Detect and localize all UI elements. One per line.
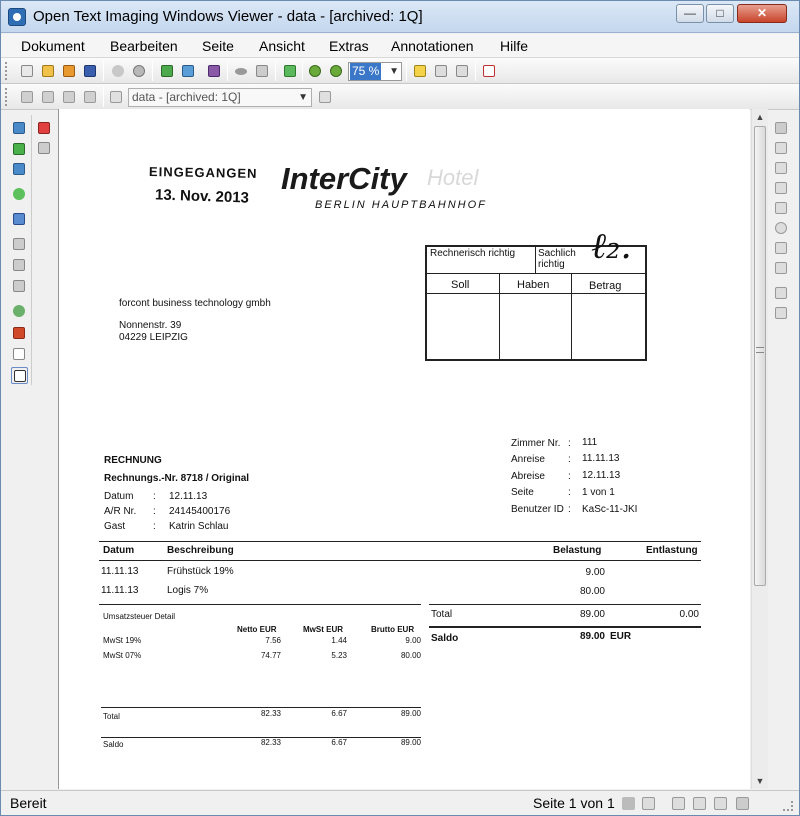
info-icon[interactable] bbox=[36, 140, 53, 157]
lock2-icon bbox=[736, 797, 749, 810]
table-rule bbox=[429, 626, 701, 628]
notes-icon bbox=[693, 797, 706, 810]
menu-extras[interactable]: Extras bbox=[329, 38, 369, 54]
tax-saldo-brutto: 89.00 bbox=[400, 738, 421, 747]
thumbnail-icon[interactable] bbox=[11, 120, 28, 137]
recipient-company: forcont business technology gmbh bbox=[119, 298, 271, 309]
colon: : bbox=[568, 454, 571, 465]
toolbar-separator bbox=[406, 61, 407, 81]
ellipse-icon[interactable] bbox=[773, 220, 790, 237]
toolbar-separator bbox=[475, 61, 476, 81]
stamp-sachlich: Sachlich richtig bbox=[538, 248, 576, 270]
menu-bar bbox=[1, 34, 799, 58]
col-belastung: Belastung bbox=[553, 545, 602, 556]
saldo-label: Saldo bbox=[431, 633, 459, 644]
annotation-toolbar bbox=[768, 115, 796, 325]
export-icon[interactable] bbox=[281, 62, 299, 80]
navigation-toolbar bbox=[1, 84, 799, 110]
tax-row-brutto: 80.00 bbox=[400, 651, 421, 660]
scroll-down-icon[interactable]: ▼ bbox=[755, 776, 765, 786]
vertical-scrollbar[interactable] bbox=[751, 109, 768, 789]
departure-value: 12.11.13 bbox=[582, 470, 621, 481]
paste-icon[interactable] bbox=[453, 62, 471, 80]
status-text: Bereit bbox=[10, 795, 47, 811]
stamp-divider bbox=[535, 247, 536, 273]
tax-title: Umsatzsteuer Detail bbox=[103, 612, 176, 621]
pages-icon bbox=[714, 797, 727, 810]
tax-total-netto: 82.33 bbox=[260, 709, 281, 718]
note-icon[interactable] bbox=[773, 120, 790, 137]
col-beschreibung: Beschreibung bbox=[167, 545, 234, 556]
hand-icon[interactable] bbox=[109, 62, 127, 80]
zoom-select[interactable] bbox=[348, 62, 402, 81]
annotation-icon[interactable] bbox=[36, 120, 53, 137]
item-amount: 9.00 bbox=[585, 567, 605, 578]
hotel-logo-suffix: Hotel bbox=[427, 165, 479, 190]
table-rule bbox=[99, 560, 701, 561]
properties-icon[interactable] bbox=[316, 88, 334, 106]
tax-row-label: MwSt 07% bbox=[103, 651, 142, 660]
stamp-betrag: Betrag bbox=[589, 280, 622, 292]
new-document-icon[interactable] bbox=[18, 62, 36, 80]
tax-saldo-label: Saldo bbox=[103, 740, 124, 749]
table-rule bbox=[99, 541, 701, 542]
item-desc: Logis 7% bbox=[167, 585, 209, 596]
app-icon bbox=[8, 8, 26, 26]
line-icon[interactable] bbox=[773, 180, 790, 197]
col-datum: Datum bbox=[103, 545, 135, 556]
item-desc: Frühstück 19% bbox=[167, 566, 234, 577]
rotate-icon[interactable] bbox=[11, 186, 28, 203]
page-value: 1 von 1 bbox=[582, 487, 615, 498]
pages-icon[interactable] bbox=[253, 62, 271, 80]
colon: : bbox=[153, 491, 156, 502]
user-id-value: KaSc-11-JKI bbox=[582, 504, 638, 515]
page-indicator: Seite 1 von 1 bbox=[533, 795, 615, 811]
approval-stamp bbox=[425, 226, 647, 361]
date-label: Datum bbox=[104, 491, 134, 502]
chevron-down-icon[interactable]: ▼ bbox=[298, 92, 308, 103]
arrow-icon[interactable] bbox=[773, 160, 790, 177]
resize-grip-icon[interactable] bbox=[783, 801, 793, 811]
recipient-street: Nonnenstr. 39 bbox=[119, 320, 182, 331]
zoom-out-icon[interactable] bbox=[327, 62, 345, 80]
scrollbar-thumb[interactable] bbox=[754, 126, 766, 586]
rect-icon[interactable] bbox=[773, 200, 790, 217]
text3-icon[interactable] bbox=[11, 278, 28, 295]
arrival-value: 11.11.13 bbox=[582, 453, 620, 464]
total-belastung: 89.00 bbox=[579, 609, 605, 620]
tax-col-mwst: MwSt EUR bbox=[303, 625, 343, 634]
ocr-icon[interactable] bbox=[11, 367, 28, 384]
page-label: Seite bbox=[511, 487, 534, 498]
toolbar-grip[interactable] bbox=[5, 88, 9, 106]
saldo-value: 89.00 bbox=[579, 631, 605, 642]
document-page bbox=[59, 109, 750, 789]
signature: ℓ₂. bbox=[591, 226, 632, 267]
tax-row-label: MwSt 19% bbox=[103, 636, 142, 645]
maximize-button[interactable]: □ bbox=[706, 4, 734, 23]
scan-icon[interactable] bbox=[158, 62, 176, 80]
toolbar-separator bbox=[152, 61, 153, 81]
stamp-rechnerisch: Rechnerisch richtig bbox=[430, 248, 516, 259]
received-stamp: EINGEGANGEN bbox=[148, 164, 258, 181]
text2-icon[interactable] bbox=[11, 257, 28, 274]
total-entlastung: 0.00 bbox=[679, 609, 699, 620]
attach-icon[interactable] bbox=[773, 305, 790, 322]
stamp-divider bbox=[427, 273, 645, 274]
title-bar[interactable] bbox=[1, 1, 799, 33]
left-toolbar-2 bbox=[33, 115, 57, 165]
ar-value: 24145400176 bbox=[169, 506, 231, 517]
date-value: 12.11.13 bbox=[169, 491, 208, 502]
departure-label: Abreise bbox=[511, 471, 545, 482]
tax-col-brutto: Brutto EUR bbox=[371, 625, 415, 634]
item-amount: 80.00 bbox=[579, 586, 605, 597]
table-rule bbox=[101, 707, 421, 708]
item-date: 11.11.13 bbox=[101, 566, 139, 577]
toolbar-separator bbox=[302, 61, 303, 81]
room-value: 111 bbox=[582, 437, 598, 448]
pen-icon[interactable] bbox=[773, 260, 790, 277]
table-rule bbox=[429, 604, 701, 605]
toolbar-separator bbox=[227, 61, 228, 81]
left-toolbar bbox=[8, 115, 32, 385]
close-button[interactable]: ✕ bbox=[737, 4, 787, 23]
stamp-divider bbox=[571, 273, 572, 361]
received-date: 13. Nov. 2013 bbox=[154, 186, 250, 207]
menu-dokument[interactable]: Dokument bbox=[21, 38, 85, 54]
colon: : bbox=[153, 521, 156, 532]
saldo-currency: EUR bbox=[610, 631, 632, 642]
invoice-number: Rechnungs.-Nr. 8718 / Original bbox=[104, 473, 250, 484]
zoom-in-icon[interactable] bbox=[306, 62, 324, 80]
menu-seite[interactable]: Seite bbox=[202, 38, 234, 54]
tax-row-netto: 7.56 bbox=[265, 636, 281, 645]
total-label: Total bbox=[431, 609, 453, 620]
stamp-divider bbox=[427, 293, 645, 294]
document-select[interactable] bbox=[128, 88, 312, 107]
user-icon bbox=[622, 797, 635, 810]
tax-col-netto: Netto EUR bbox=[237, 625, 277, 634]
colon: : bbox=[153, 506, 156, 517]
window-title: Open Text Imaging Windows Viewer - data - [archived: 1Q] bbox=[33, 8, 423, 25]
pages-icon[interactable] bbox=[11, 211, 28, 228]
eye-icon[interactable] bbox=[232, 62, 250, 80]
next-page-icon[interactable] bbox=[60, 88, 78, 106]
toolbar-grip[interactable] bbox=[5, 62, 9, 80]
status-bar bbox=[1, 790, 799, 815]
ar-label: A/R Nr. bbox=[104, 506, 137, 517]
tax-total-brutto: 89.00 bbox=[400, 709, 421, 718]
item-date: 11.11.13 bbox=[101, 585, 139, 596]
scrollbar-grip bbox=[756, 347, 764, 353]
scroll-up-icon[interactable]: ▲ bbox=[755, 112, 765, 122]
document-view[interactable] bbox=[58, 109, 750, 789]
tax-saldo-mwst: 6.67 bbox=[331, 738, 347, 747]
lock-icon bbox=[642, 797, 655, 810]
stamp-divider bbox=[499, 273, 500, 361]
open-folder-icon[interactable] bbox=[39, 62, 57, 80]
arrival-label: Anreise bbox=[511, 454, 545, 465]
invoice-title: RECHNUNG bbox=[104, 455, 162, 466]
minimize-button[interactable]: — bbox=[676, 4, 704, 23]
print-icon[interactable] bbox=[205, 62, 223, 80]
select-icon[interactable] bbox=[11, 346, 28, 363]
tax-row-mwst: 1.44 bbox=[331, 636, 347, 645]
text-icon[interactable] bbox=[11, 236, 28, 253]
toolbar-separator bbox=[103, 61, 104, 81]
stop-icon[interactable] bbox=[130, 62, 148, 80]
room-label: Zimmer Nr. bbox=[511, 438, 561, 449]
user-id-label: Benutzer ID bbox=[511, 504, 564, 515]
last-page-icon[interactable] bbox=[81, 88, 99, 106]
image-icon[interactable] bbox=[11, 161, 28, 178]
clear-icon[interactable] bbox=[179, 62, 197, 80]
chevron-down-icon[interactable]: ▼ bbox=[389, 66, 399, 77]
first-page-icon[interactable] bbox=[18, 88, 36, 106]
doc-icon bbox=[672, 797, 685, 810]
open-archive-icon[interactable] bbox=[60, 62, 78, 80]
stamp-icon[interactable] bbox=[11, 325, 28, 342]
tax-row-netto: 74.77 bbox=[260, 651, 281, 660]
hotel-location: BERLIN HAUPTBAHNHOF bbox=[315, 199, 487, 211]
tax-saldo-netto: 82.33 bbox=[260, 738, 281, 747]
colon: : bbox=[568, 471, 571, 482]
copy-icon[interactable] bbox=[432, 62, 450, 80]
tax-row-mwst: 5.23 bbox=[331, 651, 347, 660]
main-toolbar bbox=[1, 58, 799, 84]
prev-page-icon[interactable] bbox=[39, 88, 57, 106]
guest-value: Katrin Schlau bbox=[169, 521, 229, 532]
forward-icon[interactable] bbox=[11, 141, 28, 158]
menu-hilfe[interactable]: Hilfe bbox=[500, 38, 529, 54]
stamp-haben: Haben bbox=[517, 279, 550, 291]
document-icon[interactable] bbox=[107, 88, 125, 106]
note-icon[interactable] bbox=[411, 62, 429, 80]
colon: : bbox=[568, 438, 571, 449]
stamp-soll: Soll bbox=[451, 279, 470, 291]
toolbar-separator bbox=[275, 61, 276, 81]
toolbar-separator bbox=[103, 87, 104, 107]
table-rule bbox=[99, 604, 421, 605]
stamp-icon[interactable] bbox=[773, 285, 790, 302]
tax-row-brutto: 9.00 bbox=[405, 636, 421, 645]
colon: : bbox=[568, 504, 571, 515]
guest-label: Gast bbox=[104, 521, 126, 532]
find-icon[interactable] bbox=[11, 303, 28, 320]
tax-total-label: Total bbox=[103, 712, 120, 721]
text-icon[interactable] bbox=[773, 240, 790, 257]
zoom-value: 75 % bbox=[352, 64, 380, 78]
col-entlastung: Entlastung bbox=[646, 545, 698, 556]
highlight-icon[interactable] bbox=[773, 140, 790, 157]
flag-icon[interactable] bbox=[480, 62, 498, 80]
colon: : bbox=[568, 487, 571, 498]
menu-bearbeiten[interactable]: Bearbeiten bbox=[110, 38, 178, 54]
document-select-value: data - [archived: 1Q] bbox=[132, 90, 241, 104]
save-icon[interactable] bbox=[81, 62, 99, 80]
menu-ansicht[interactable]: Ansicht bbox=[259, 38, 305, 54]
recipient-city: 04229 LEIPZIG bbox=[119, 332, 188, 343]
tax-total-mwst: 6.67 bbox=[331, 709, 347, 718]
menu-annotationen[interactable]: Annotationen bbox=[391, 38, 474, 54]
hotel-logo: InterCity bbox=[281, 161, 407, 196]
